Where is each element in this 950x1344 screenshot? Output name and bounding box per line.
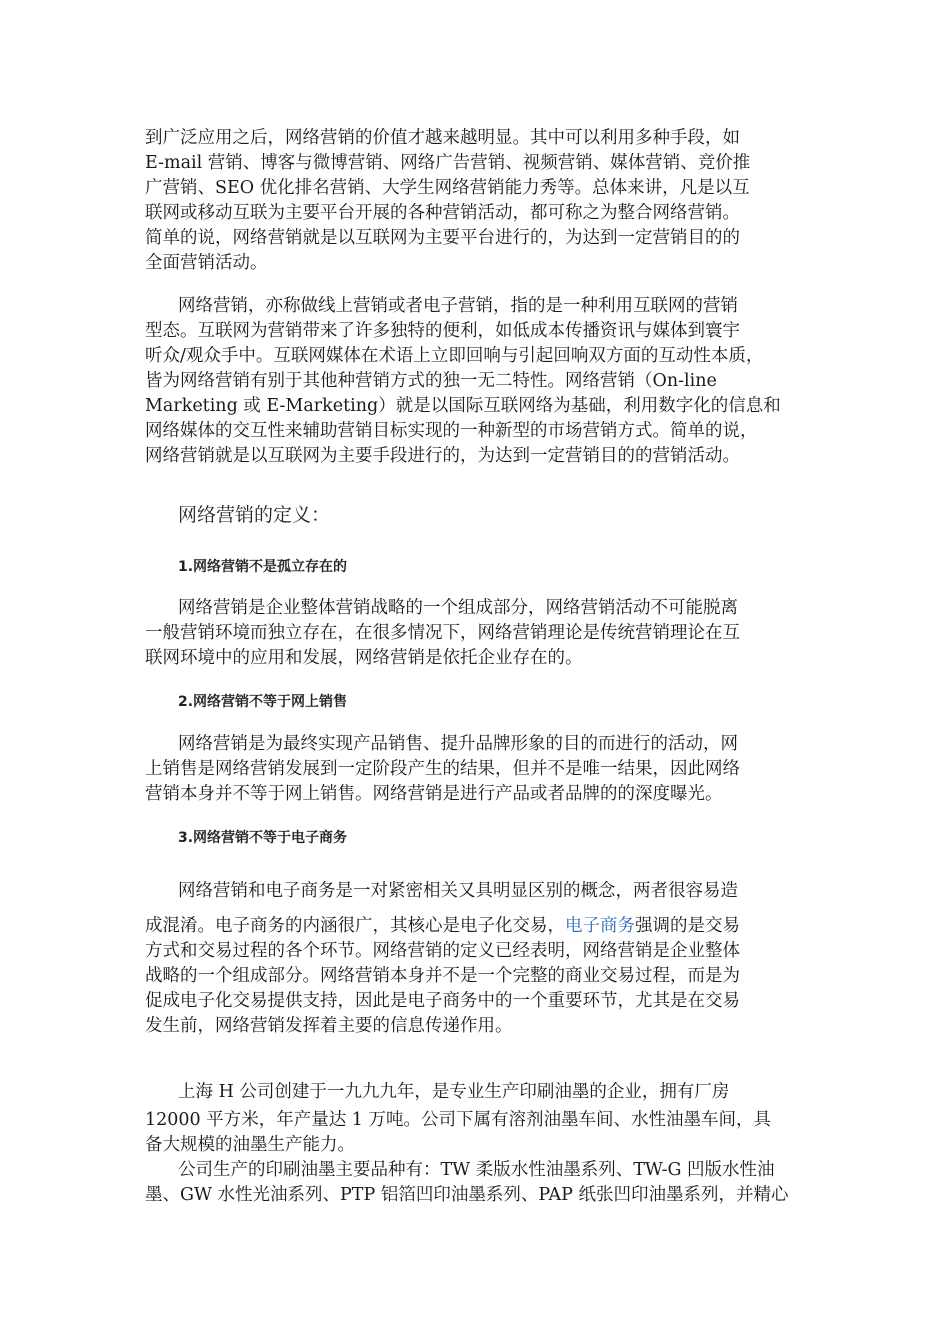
para1-line-5: 简单的说，网络营销就是以互联网为主要平台进行的，为达到一定营销目的的 xyxy=(145,228,740,248)
section2-line-1: 网络营销是为最终实现产品销售、提升品牌形象的目的而进行的活动，网 xyxy=(178,734,738,754)
section1-line-3: 联网环境中的应用和发展，网络营销是依托企业存在的。 xyxy=(145,648,583,668)
para2-line-7: 网络营销就是以互联网为主要手段进行的，为达到一定营销目的的营销活动。 xyxy=(145,446,740,466)
section3-line-5: 促成电子化交易提供支持，因此是电子商务中的一个重要环节，尤其是在交易 xyxy=(145,991,740,1011)
para2-line-6: 网络媒体的交互性来辅助营销目标实现的一种新型的市场营销方式。简单的说， xyxy=(145,421,758,441)
company-line-4: 公司生产的印刷油墨主要品种有：TW 柔版水性油墨系列、TW-G 凹版水性油 xyxy=(178,1160,775,1180)
company-line-1: 上海 H 公司创建于一九九九年，是专业生产印刷油墨的企业，拥有厂房 xyxy=(178,1082,730,1102)
company-line-5: 墨、GW 水性光油系列、PTP 铝箔凹印油墨系列、PAP 纸张凹印油墨系列，并精心 xyxy=(145,1185,789,1205)
para2-line-2: 型态。互联网为营销带来了许多独特的便利，如低成本传播资讯与媒体到寰宇 xyxy=(145,321,740,341)
section2-line-3: 营销本身并不等于网上销售。网络营销是进行产品或者品牌的的深度曝光。 xyxy=(145,784,723,804)
section3-line-2-pre: 成混淆。电子商务的内涵很广，其核心是电子化交易， xyxy=(145,916,565,936)
para1-line-1: 到广泛应用之后，网络营销的价值才越来越明显。其中可以利用多种手段，如 xyxy=(145,128,740,148)
section3-line-2 xyxy=(145,914,740,938)
para1-line-4: 联网或移动互联为主要平台开展的各种营销活动，都可称之为整合网络营销。 xyxy=(145,203,740,223)
definition-heading: 网络营销的定义： xyxy=(178,504,331,526)
section3-line-4: 战略的一个组成部分。网络营销本身并不是一个完整的商业交易过程，而是为 xyxy=(145,966,740,986)
company-line-2: 12000 平方米，年产量达 1 万吨。公司下属有溶剂油墨车间、水性油墨车间，具 xyxy=(145,1110,771,1130)
ecommerce-link[interactable]: 电子商务 xyxy=(565,916,635,936)
para2-line-1: 网络营销，亦称做线上营销或者电子营销，指的是一种利用互联网的营销 xyxy=(178,296,738,316)
para2-line-3: 听众/观众手中。互联网媒体在术语上立即回响与引起回响双方面的互动性本质， xyxy=(145,346,764,366)
section2-line-2: 上销售是网络营销发展到一定阶段产生的结果，但并不是唯一结果，因此网络 xyxy=(145,759,740,779)
section1-heading: 1.网络营销不是孤立存在的 xyxy=(178,559,348,575)
para1-line-6: 全面营销活动。 xyxy=(145,253,268,273)
company-line-3: 备大规模的油墨生产能力。 xyxy=(145,1135,355,1155)
section3-line-3: 方式和交易过程的各个环节。网络营销的定义已经表明，网络营销是企业整体 xyxy=(145,941,740,961)
para1-line-2: E-mail 营销、博客与微博营销、网络广告营销、视频营销、媒体营销、竞价推 xyxy=(145,153,751,173)
section3-heading: 3.网络营销不等于电子商务 xyxy=(178,830,348,846)
section3-line-1: 网络营销和电子商务是一对紧密相关又具明显区别的概念，两者很容易造 xyxy=(178,881,738,901)
para1-line-3: 广营销、SEO 优化排名营销、大学生网络营销能力秀等。总体来讲，凡是以互 xyxy=(145,178,750,198)
para2-line-4: 皆为网络营销有别于其他种营销方式的独一无二特性。网络营销（On-line xyxy=(145,371,717,391)
section2-heading: 2.网络营销不等于网上销售 xyxy=(178,694,348,710)
section1-line-1: 网络营销是企业整体营销战略的一个组成部分，网络营销活动不可能脱离 xyxy=(178,598,738,618)
para2-line-5: Marketing 或 E-Marketing）就是以国际互联网络为基础，利用数字化的信息和 xyxy=(145,396,781,416)
section3-line-2-post: 强调的是交易 xyxy=(635,916,740,936)
section3-line-6: 发生前，网络营销发挥着主要的信息传递作用。 xyxy=(145,1016,513,1036)
section1-line-2: 一般营销环境而独立存在，在很多情况下，网络营销理论是传统营销理论在互 xyxy=(145,623,740,643)
